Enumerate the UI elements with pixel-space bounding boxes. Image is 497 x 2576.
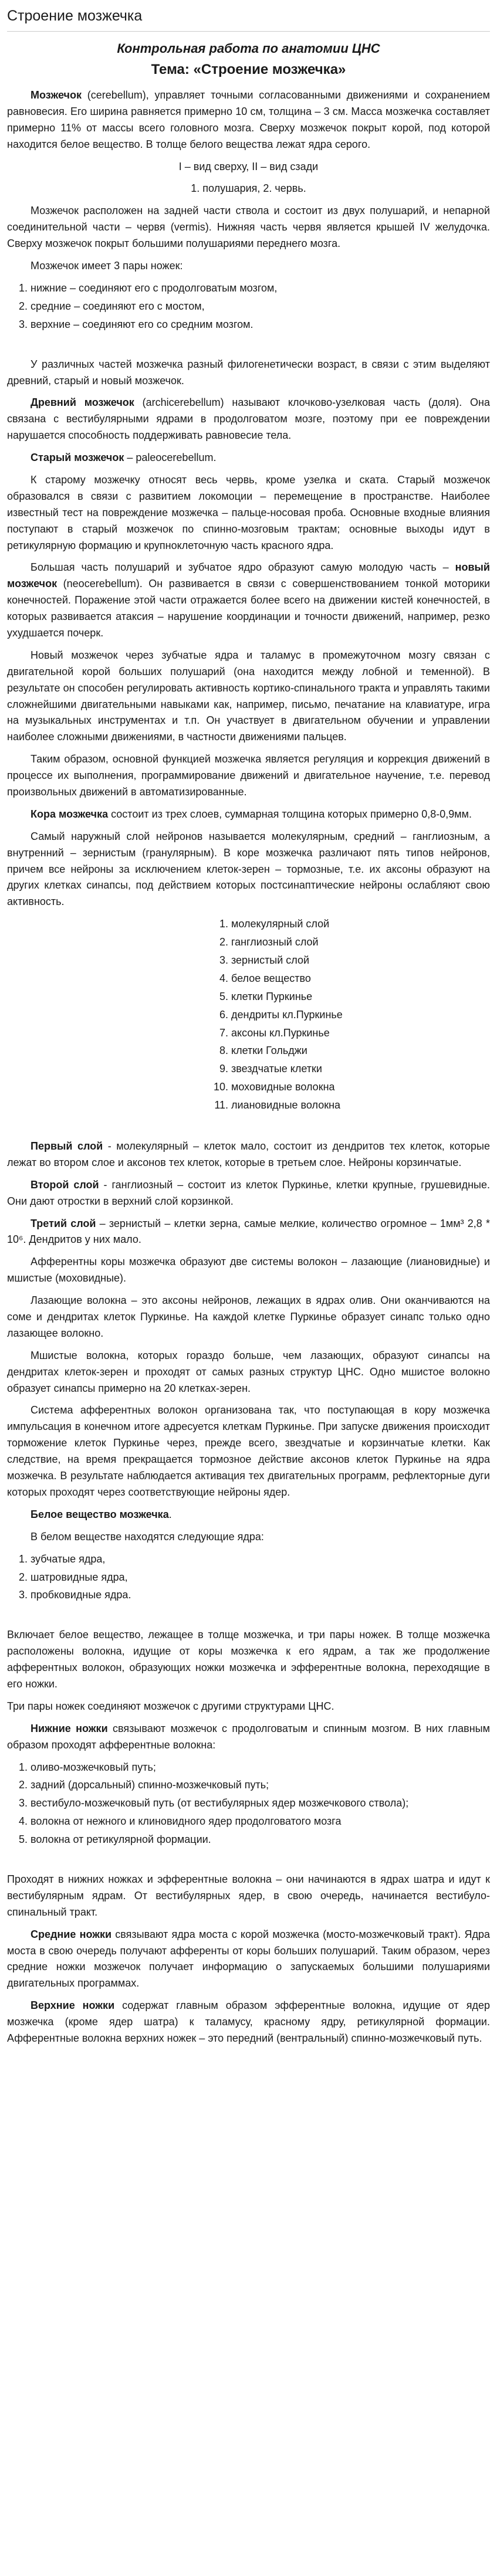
spacer [7,1856,490,1872]
paragraph-third-layer: Третий слой – зернистый – клетки зерна, самые мелкие, количество огромное – 1мм³ 2,8 * 10⁶. Дендритов у них мало. [7,1217,490,1246]
paragraph-efferent-lower: Проходят в нижних ножках и эфферентные волокна – они начинаются в ядрах шатра и идут к вестибулярным ядрам. От вестибулярных ядер, в свою очередь, начинается вестибуло-спинальный тракт. [7,1873,490,1918]
list-item: 3. вестибуло-мозжечковый путь (от вестибулярных ядер мозжечкового ствола); [31,1795,490,1812]
list-item: 2. средние – соединяют его с мостом, [31,299,490,315]
paragraph-white-matter-heading: Белое вещество мозжечка. [31,1508,172,1520]
paragraph-layers: Самый наружный слой нейронов называется молекулярным, средний – ганглиозным, а внутренний – зернистым (гранулярным). В коре мозжечка различают пять типов нейронов, причем все нейроны за исключением клеток-зерен – тормозные, т.е. их аксоны образуют на других клетках синапсы, под действием которых постсинаптические нейроны ослабляют свою активность. [7,830,490,908]
term-lower-legs: Нижние ножки [31,1722,108,1734]
paragraph-new-cerebellum-links: Новый мозжечок через зубчатые ядра и таламус в промежуточном мозгу связан с двигательной корой больших полушарий (она находится между лобной и теменной). В результате он способен регулировать активность кортико-спинального тракта и управлять такими сложнейшими двигательными навыками как, например, письмо, печатание на клавиатуре, игра на музыкальных инструментах и т.п. Он участвует в двигательном обучении и управлении наиболее сложными движениями, в частности движениями пальцев. [7,649,490,743]
term-middle-legs: Средние ножки [31,1928,112,1940]
list-item: 4. белое вещество [231,971,384,987]
term-third-layer: Третий слой [31,1217,96,1229]
list-item: 3. пробковидные ядра. [31,1587,490,1604]
term-first-layer: Первый слой [31,1140,103,1153]
paragraph-white-matter: Включает белое вещество, лежащее в толще мозжечка, и три пары ножек. В толще мозжечка расположены волокна, идущие от коры мозжечка к его ядрам, а так же продолжение афферентных волокон, образующих ножки мозжечка и эфферентные волокна, переходящие в его ножки. [7,1629,490,1690]
term-white-matter: Белое вещество мозжечка [31,1508,169,1520]
spacer [7,1612,490,1627]
list-item: 1. нижние – соединяют его с продолговатым мозгом, [31,280,490,297]
paragraph-paleocerebellum: Старый мозжечок – paleocerebellum. [31,452,217,464]
figure-caption-views: I – вид сверху, II – вид сзади [178,160,319,172]
term-neocerebellum: новый мозжечок [7,561,490,590]
lower-fibers-list [7,1760,490,1848]
list-item: 3. зернистый слой [231,953,384,969]
list-item: 10. моховидные волокна [231,1079,384,1096]
spacer [7,1123,490,1138]
list-item: 2. шатровидные ядра, [31,1570,490,1586]
paragraph-phylogeny: У различных частей мозжечка разный филогенетически возраст, в связи с этим выделяют древний, старый и новый мозжечок. [7,358,490,387]
list-item: 1. молекулярный слой [231,916,384,933]
paragraph-legs-intro: Мозжечок имеет 3 пары ножек: [31,260,183,272]
control-work-title: Контрольная работа по анатомии ЦНС [117,40,380,56]
list-item: 2. задний (дорсальный) спинно-мозжечковый путь; [31,1777,490,1794]
term-archicerebellum: Древний мозжечок [31,396,134,409]
list-item: 8. клетки Гольджи [231,1043,384,1059]
list-item: 3. верхние – соединяют его со средним мозгом. [31,317,490,333]
page-title: Строение мозжечка [7,5,490,32]
paragraph-afferents: Афферентны коры мозжечка образуют две системы волокон – лазающие (лиановидные) и мшистые (моховидные). [7,1256,490,1284]
term-paleocerebellum: Старый мозжечок [31,452,124,464]
list-item: 2. ганглиозный слой [231,934,384,951]
nuclei-list [7,1551,490,1604]
list-item: 5. клетки Пуркинье [231,989,384,1005]
paragraph-intro: Мозжечок (cerebellum), управляет точными согласованными движениями и сохранением равновесия. Его ширина равняется примерно 10 см, толщина – 3 см. Масса мозжечка составляет примерно 11% от массы всего головного мозга. Сверху мозжечок покрыт корой, под которой находится белое вещество. В толще белого вещества лежат ядра серого. [7,89,490,150]
list-item: 9. звездчатые клетки [231,1061,384,1077]
term-cortex: Кора мозжечка [31,808,109,820]
list-item: 6. дендриты кл.Пуркинье [231,1007,384,1023]
topic-heading: Тема: «Строение мозжечка» [151,61,346,77]
list-item: 4. волокна от нежного и клиновидного ядер продолговатого мозга [31,1814,490,1830]
list-item: 7. аксоны кл.Пуркинье [231,1025,384,1042]
paragraph-old-cerebellum: К старому мозжечку относят весь червь, кроме узелка и ската. Старый мозжечок образовался в связи с развитием локомоции – перемещение в пространстве. Наиболее известный тест на повреждение мозжечка – пальце-носовая проба. Основные входные влияния поступают в старый мозжечок по спинно-мозговым трактам; основные выходы идут в ретикулярную формацию и крупноклеточную часть красного ядра. [7,473,490,551]
list-item: 5. волокна от ретикулярной формации. [31,1832,490,1848]
list-item: 1. оливо-мозжечковый путь; [31,1760,490,1776]
paragraph-upper-legs: Верхние ножки содержат главным образом эфферентные волокна, идущие от ядер мозжечка (кроме ядер шатра) к таламусу, красному ядру, ретикулярной формации. Афферентные волокна верхних ножек – это передний (вентральный) спинно-мозжечковый путь. [7,1999,490,2044]
paragraph-function: Таким образом, основной функцией мозжечка является регуляция и коррекция движений в процессе их выполнения, программирование движений и двигательное научение, т.е. перевод произвольных движений в автоматизированные. [7,753,490,798]
paragraph-climbing-fibers: Лазающие волокна – это аксоны нейронов, лежащих в ядрах олив. Они оканчиваются на соме и дендритах клеток Пуркинье. На каждой клетке Пуркинье образует синапс только одно лазающее волокно. [7,1294,490,1339]
paragraph-mossy-fibers: Мшистые волокна, которых гораздо больше, чем лазающих, образуют синапсы на дендритах клеток-зерен и проходят от самых разных структур ЦНС. Одно мшистое волокно образует синапсы примерно на 20 клетках-зерен. [7,1349,490,1394]
list-item: 11. лиановидные волокна [231,1097,384,1114]
paragraph-neocerebellum: Большая часть полушарий и зубчатое ядро образуют самую молодую часть – новый мозжечок (neocerebellum). Он развивается в связи с совершенствованием тонкой моторики конечностей. Поражение этой части отражается более всего на движении кистей конечностей, в которых развивается атаксия – нарушение координации и точности движений, например, резко ухудшается почерк. [7,561,490,639]
term-second-layer: Второй слой [31,1178,99,1191]
paragraph-cortex: Кора мозжечка состоит из трех слоев, суммарная толщина которых примерно 0,8-0,9мм. [31,808,472,820]
layers-list [218,916,384,1114]
paragraph-archicerebellum: Древний мозжечок (archicerebellum) называют клочково-узелковая часть (доля). Она связана с вестибулярными ядрами в продолговатом мозге, поэтому при ее повреждении нарушается способность поддерживать равновесие тела. [7,396,490,442]
paragraph-first-layer: Первый слой - молекулярный – клеток мало, состоит из дендритов тех клеток, которые лежат во втором слое и аксонов тех клеток, которые в третьем слое. Нейроны корзинчатые. [7,1140,491,1168]
paragraph-second-layer: Второй слой - ганглиозный – состоит из клеток Пуркинье, клетки крупные, грушевидные. Они дают отростки в верхний слой корзинкой. [7,1178,490,1207]
list-item: 1. зубчатые ядра, [31,1551,490,1568]
term-cerebellum: Мозжечок [31,89,82,101]
paragraph-three-pairs: Три пары ножек соединяют мозжечок с другими структурами ЦНС. [7,1700,334,1712]
paragraph-middle-legs: Средние ножки связывают ядра моста с корой мозжечка (мосто-мозжечковый тракт). Ядра моста в свою очередь получают афференты от коры больших полушарий. Таким образом, через средние ножки мозжечок получает информацию о запускаемых большими полушариями двигательных программах. [7,1928,490,1989]
term-upper-legs: Верхние ножки [31,1999,115,2012]
paragraph-nuclei-intro: В белом веществе находятся следующие ядра: [31,1530,264,1543]
spacer [7,341,490,357]
paragraph-location: Мозжечок расположен на задней части ствола и состоит из двух полушарий, и непарной соединительной части – червя (vermis). Нижняя часть червя является крышей IV желудочка. Сверху мозжечок покрыт большими полушариями переднего мозга. [7,205,490,250]
paragraph-afferent-system: Система афферентных волокон организована так, что поступающая в кору мозжечка импульсация в конечном итоге адресуется клеткам Пуркинье. При запуске движения происходит торможение клеток Пуркинье через, прежде всего, звездчатые и корзинчатые клетки. Как следствие, на время прекращается тормозное действие аксонов клеток Пуркинье на ядра мозжечка. В результате наблюдается активация тех двигательных программ, рефлекторные дуги которых проходят через соответствующие нейроны ядер. [7,1404,490,1498]
figure-caption-parts: 1. полушария, 2. червь. [191,182,306,195]
paragraph-lower-legs: Нижние ножки связывают мозжечок с продолговатым и спинным мозгом. В них главным образом проходят афферентные волокна: [7,1722,490,1751]
legs-list [7,280,490,333]
